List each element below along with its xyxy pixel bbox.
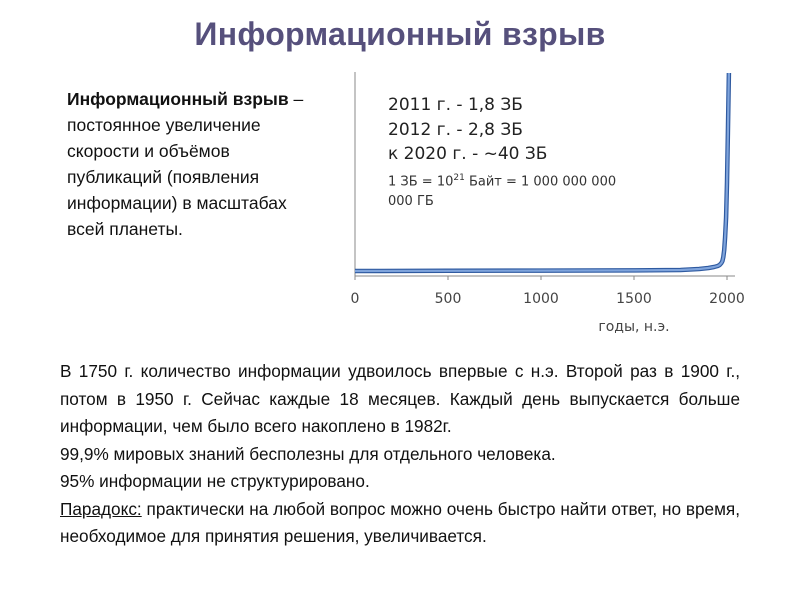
note-zb-definition — [388, 168, 638, 212]
x-tick-label: 500 — [434, 291, 462, 307]
paragraph-paradox — [60, 496, 740, 551]
note-zb-exponent: 21 — [453, 172, 465, 183]
x-axis-title: годы, н.э. — [598, 319, 670, 335]
chart-notes — [388, 93, 638, 212]
note-zb-suffix: Байт = 1 000 000 000 000 ГБ — [388, 173, 617, 209]
x-tick-label: 0 — [350, 291, 360, 307]
x-tick-label: 2000 — [709, 291, 745, 307]
paradox-label: Парадокс: — [60, 498, 142, 519]
body-text — [60, 358, 740, 551]
note-2011: 2011 г. - 1,8 ЗБ — [388, 95, 523, 115]
note-2020: к 2020 г. - ~40 ЗБ — [388, 144, 548, 164]
x-tick-label: 1500 — [616, 291, 652, 307]
page-title: Информационный взрыв — [194, 16, 606, 52]
paragraph-history: В 1750 г. количество информации удвоилось впервые с н.э. Второй раз в 1900 г., потом в 1950 г. Сейчас каждые 18 месяцев. Каждый день выпускается больше информации, чем было всего накоплено в 1982г. — [60, 361, 740, 436]
x-tick-label: 1000 — [523, 291, 559, 307]
definition-text: – постоянное увеличение скорости и объёмов публикаций (появления информации) в масштабах всей планеты. — [67, 89, 304, 239]
definition-block — [67, 86, 305, 242]
definition-term: Информационный взрыв — [67, 89, 289, 109]
note-zb-prefix: 1 ЗБ = 10 — [388, 173, 454, 189]
paragraph-useless-knowledge: 99,9% мировых знаний бесполезны для отдельного человека. — [60, 443, 556, 464]
paradox-text: практически на любой вопрос можно очень быстро найти ответ, но время, необходимое для принятия решения, увеличивается. — [60, 498, 740, 546]
note-2012: 2012 г. - 2,8 ЗБ — [388, 119, 523, 140]
paragraph-unstructured: 95% информации не структурировано. — [60, 471, 370, 491]
